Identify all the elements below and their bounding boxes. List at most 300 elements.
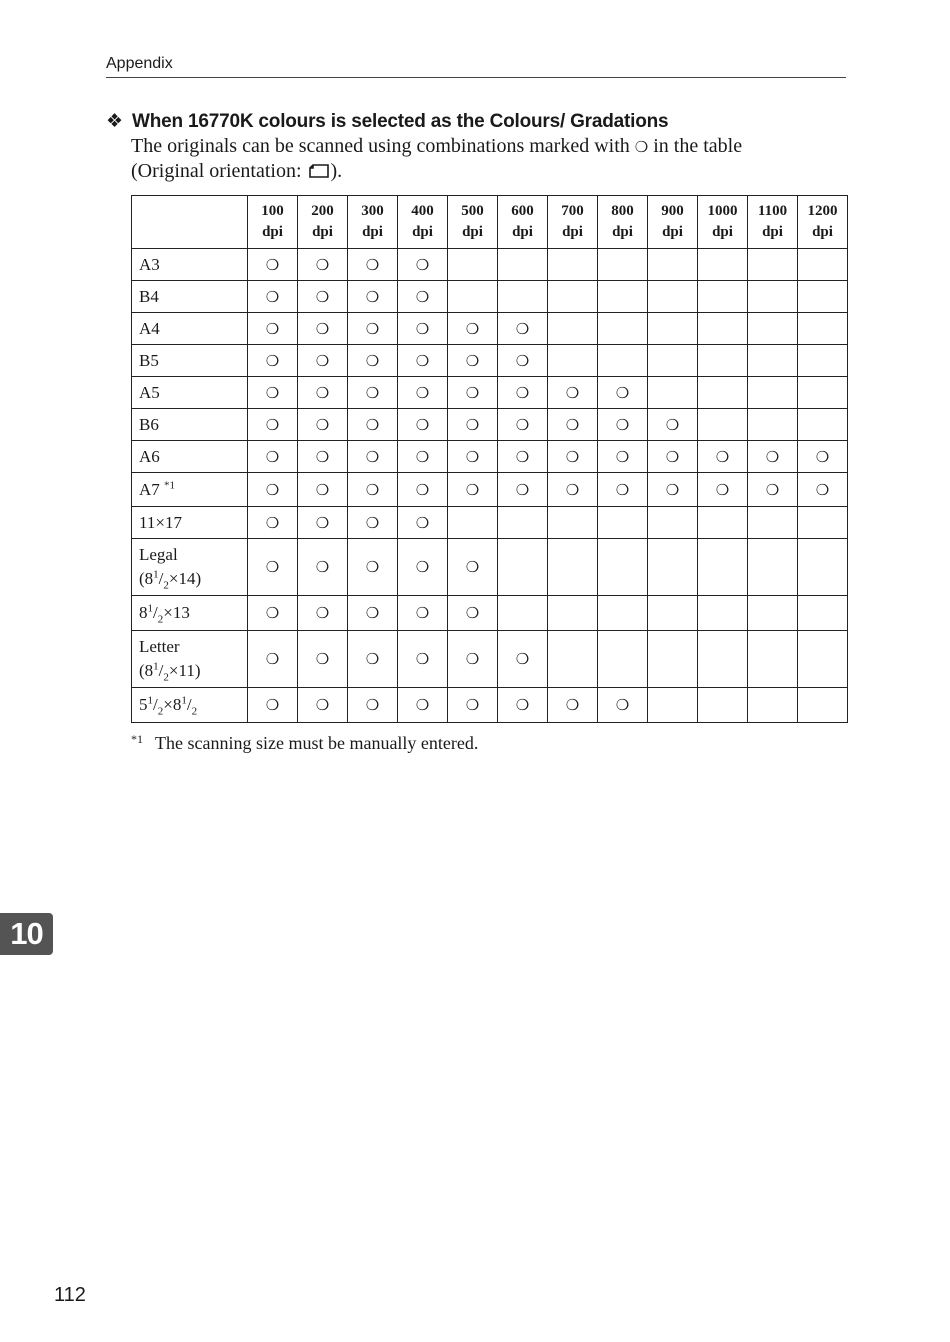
paper-size-name: B4 (139, 286, 159, 306)
available-mark-icon: ❍ (265, 696, 280, 714)
resolution-cell (298, 345, 348, 377)
paper-size-cell (132, 473, 248, 507)
dpi-unit: dpi (262, 224, 283, 240)
available-mark-icon: ❍ (415, 604, 430, 622)
available-mark-icon: ❍ (615, 696, 630, 714)
paper-size-name: A6 (139, 446, 160, 466)
dpi-column-header (548, 196, 598, 249)
resolution-cell (298, 249, 348, 281)
paper-size-name: Legal (139, 545, 178, 564)
available-mark-icon: ❍ (565, 383, 580, 402)
dpi-unit: dpi (612, 224, 633, 240)
table-row (132, 441, 848, 473)
table-row (132, 377, 848, 409)
dpi-unit: dpi (712, 224, 733, 240)
fraction-numerator: 1 (147, 602, 153, 615)
available-mark-icon: ❍ (515, 351, 530, 370)
available-mark-icon: ❍ (415, 650, 430, 668)
dpi-unit: dpi (812, 224, 833, 240)
dpi-value: 800 (611, 203, 634, 219)
resolution-cell (698, 345, 748, 377)
dpi-column-header (698, 196, 748, 249)
available-mark-icon: ❍ (265, 415, 280, 434)
resolution-cell (598, 345, 648, 377)
resolution-cell (348, 377, 398, 409)
available-mark-icon: ❍ (415, 696, 430, 714)
resolution-cell (248, 409, 298, 441)
fraction-whole: 8 (139, 603, 148, 622)
available-mark-icon: ❍ (265, 255, 280, 274)
available-mark-icon: ❍ (815, 447, 830, 466)
available-mark-icon: ❍ (615, 415, 630, 434)
landscape-document-icon (308, 163, 330, 179)
available-mark-icon: ❍ (415, 319, 430, 338)
resolution-cell (698, 688, 748, 723)
resolution-cell (648, 409, 698, 441)
resolution-cell (598, 313, 648, 345)
resolution-cell (448, 596, 498, 631)
available-mark-icon: ❍ (465, 319, 480, 338)
available-mark-icon: ❍ (415, 558, 430, 576)
resolution-cell (398, 507, 448, 539)
fraction-slash: / (186, 695, 192, 714)
resolution-cell (648, 539, 698, 596)
resolution-cell (298, 631, 348, 688)
resolution-cell (548, 249, 598, 281)
resolution-cell (698, 377, 748, 409)
resolution-cell (248, 345, 298, 377)
resolution-cell (698, 507, 748, 539)
available-mark-icon: ❍ (715, 480, 730, 499)
available-mark-icon: ❍ (265, 604, 280, 622)
paper-size-name: A5 (139, 382, 160, 402)
resolution-cell (498, 441, 548, 473)
table-row (132, 345, 848, 377)
available-mark-icon: ❍ (515, 319, 530, 338)
available-mark-icon: ❍ (665, 447, 680, 466)
fraction-denominator: 2 (163, 671, 169, 684)
resolution-cell (598, 249, 648, 281)
resolution-cell (398, 539, 448, 596)
footnote-marker: *1 (164, 478, 176, 491)
available-mark-icon: ❍ (265, 287, 280, 306)
available-mark-icon: ❍ (515, 383, 530, 402)
resolution-cell (448, 409, 498, 441)
resolution-cell (598, 441, 648, 473)
resolution-cell (648, 441, 698, 473)
resolution-cell (798, 631, 848, 688)
header-rule (106, 77, 846, 78)
resolution-cell (798, 409, 848, 441)
available-mark-icon: ❍ (365, 696, 380, 714)
resolution-cell (598, 473, 648, 507)
resolution-cell (448, 507, 498, 539)
available-mark-icon: ❍ (665, 480, 680, 499)
fraction-denominator: 2 (191, 705, 198, 718)
resolution-cell (498, 281, 548, 313)
resolution-cell (748, 539, 798, 596)
resolution-cell (298, 539, 348, 596)
resolution-cell (548, 507, 598, 539)
dpi-unit: dpi (762, 224, 783, 240)
size-column-header (132, 196, 248, 249)
fraction-numerator: 1 (181, 694, 187, 707)
available-mark-icon: ❍ (565, 480, 580, 499)
resolution-cell (698, 409, 748, 441)
available-mark-icon: ❍ (565, 415, 580, 434)
fraction-slash: / (158, 661, 164, 680)
resolution-cell (548, 313, 598, 345)
available-mark-icon: ❍ (465, 604, 480, 622)
fraction-numerator: 1 (153, 568, 159, 581)
available-mark-icon: ❍ (265, 383, 280, 402)
resolution-cell (348, 441, 398, 473)
available-mark-icon: ❍ (265, 650, 280, 668)
paper-dims-open: ( (139, 569, 145, 588)
resolution-cell (248, 249, 298, 281)
resolution-cell (648, 377, 698, 409)
resolution-cell (648, 688, 698, 723)
dpi-value: 500 (461, 203, 484, 219)
resolution-cell (348, 409, 398, 441)
paper-dims-tail: ×11) (168, 661, 201, 680)
resolution-cell (448, 377, 498, 409)
dpi-value: 200 (311, 203, 334, 219)
available-mark-icon: ❍ (315, 696, 330, 714)
intro-paragraph (131, 134, 851, 183)
available-mark-icon: ❍ (415, 513, 430, 532)
resolution-cell (748, 507, 798, 539)
paper-dims-open: ( (139, 661, 145, 680)
available-mark-icon: ❍ (415, 383, 430, 402)
dpi-column-header (598, 196, 648, 249)
dpi-value: 100 (261, 203, 284, 219)
available-mark-icon: ❍ (315, 319, 330, 338)
available-mark-icon: ❍ (315, 287, 330, 306)
resolution-cell (598, 409, 648, 441)
resolution-cell (798, 688, 848, 723)
intro-text-1: The originals can be scanned using combinations marked with (131, 135, 630, 157)
resolution-cell (598, 539, 648, 596)
footnote (131, 732, 478, 754)
paper-size-cell (132, 539, 248, 596)
resolution-cell (798, 596, 848, 631)
resolution-cell (348, 473, 398, 507)
resolution-cell (348, 345, 398, 377)
available-mark-icon: ❍ (565, 696, 580, 714)
dpi-column-header (498, 196, 548, 249)
dpi-column-header (798, 196, 848, 249)
resolution-cell (298, 596, 348, 631)
resolution-cell (298, 409, 348, 441)
fraction-denominator: 2 (157, 613, 164, 626)
dpi-value: 1100 (757, 203, 788, 219)
available-mark-icon: ❍ (365, 383, 380, 402)
resolution-cell (298, 377, 348, 409)
resolution-cell (548, 281, 598, 313)
fraction-denominator: 2 (163, 579, 169, 592)
resolution-cell (348, 539, 398, 596)
paper-size-cell (132, 688, 248, 723)
chapter-tab: 10 (0, 913, 53, 955)
resolution-cell (448, 473, 498, 507)
resolution-cell (348, 281, 398, 313)
resolution-cell (748, 345, 798, 377)
resolution-cell (598, 596, 648, 631)
paper-size-name: B5 (139, 350, 159, 370)
intro-text-3: (Original orientation: (131, 160, 302, 182)
available-mark-icon: ❍ (365, 604, 380, 622)
table-row (132, 631, 848, 688)
available-mark-icon: ❍ (315, 604, 330, 622)
resolution-cell (298, 281, 348, 313)
resolution-cell (598, 377, 648, 409)
resolution-cell (248, 539, 298, 596)
resolution-cell (448, 345, 498, 377)
dpi-unit: dpi (562, 224, 583, 240)
table-row (132, 249, 848, 281)
available-mark-icon: ❍ (415, 287, 430, 306)
resolution-cell (398, 313, 448, 345)
resolution-table (131, 195, 848, 723)
running-header: Appendix (106, 55, 173, 72)
section-heading (106, 110, 668, 133)
resolution-cell (398, 249, 448, 281)
resolution-cell (498, 539, 548, 596)
available-mark-icon: ❍ (315, 480, 330, 499)
paper-size-name: A3 (139, 254, 160, 274)
footnote-ref: *1 (131, 732, 143, 746)
available-mark-icon: ❍ (465, 558, 480, 576)
resolution-cell (798, 249, 848, 281)
resolution-cell (448, 539, 498, 596)
available-mark-icon: ❍ (515, 415, 530, 434)
dpi-value: 1200 (807, 203, 838, 219)
resolution-cell (648, 507, 698, 539)
dpi-column-header (298, 196, 348, 249)
available-mark-icon: ❍ (315, 255, 330, 274)
available-mark-icon: ❍ (315, 513, 330, 532)
available-mark-icon: ❍ (415, 447, 430, 466)
available-mark-icon: ❍ (315, 558, 330, 576)
resolution-cell (798, 281, 848, 313)
resolution-cell (498, 409, 548, 441)
paper-size-name: Letter (139, 637, 180, 656)
fraction-slash: / (153, 603, 158, 622)
diamond-bullet-icon: ❖ (106, 111, 123, 132)
paper-size-cell (132, 596, 248, 631)
available-mark-icon: ❍ (415, 255, 430, 274)
fraction-denominator: 2 (157, 705, 164, 718)
available-mark-icon: ❍ (265, 447, 280, 466)
dpi-unit: dpi (312, 224, 333, 240)
paper-size-name: 11×17 (139, 512, 182, 532)
paper-size-cell (132, 409, 248, 441)
available-mark-icon: ❍ (365, 415, 380, 434)
fraction-slash: / (158, 569, 164, 588)
resolution-cell (398, 281, 448, 313)
available-mark-icon: ❍ (715, 447, 730, 466)
available-mark-icon: ❍ (265, 480, 280, 499)
dpi-unit: dpi (412, 224, 433, 240)
table-row (132, 688, 848, 723)
resolution-cell (548, 631, 598, 688)
available-mark-icon: ❍ (615, 480, 630, 499)
resolution-cell (698, 596, 748, 631)
available-mark-icon: ❍ (365, 351, 380, 370)
available-mark-icon: ❍ (415, 415, 430, 434)
resolution-cell (798, 313, 848, 345)
resolution-cell (548, 688, 598, 723)
resolution-cell (748, 313, 798, 345)
fraction-numerator: 1 (147, 694, 153, 707)
resolution-cell (348, 596, 398, 631)
resolution-cell (298, 688, 348, 723)
available-mark-icon: ❍ (465, 383, 480, 402)
dpi-unit: dpi (462, 224, 483, 240)
available-mark-icon: ❍ (365, 319, 380, 338)
resolution-cell (748, 631, 798, 688)
table-header-row (132, 196, 848, 249)
resolution-cell (548, 345, 598, 377)
dpi-column-header (348, 196, 398, 249)
resolution-cell (598, 507, 648, 539)
available-mark-icon: ❍ (315, 650, 330, 668)
available-mark-icon: ❍ (515, 480, 530, 499)
dpi-unit: dpi (512, 224, 533, 240)
page-number: 112 (54, 1284, 86, 1306)
paper-size-cell (132, 631, 248, 688)
resolution-cell (548, 409, 598, 441)
dpi-column-header (748, 196, 798, 249)
resolution-cell (598, 631, 648, 688)
resolution-cell (398, 377, 448, 409)
available-mark-icon: ❍ (515, 696, 530, 714)
resolution-cell (648, 281, 698, 313)
available-mark-icon: ❍ (315, 415, 330, 434)
resolution-cell (348, 688, 398, 723)
table-row (132, 596, 848, 631)
available-mark-icon: ❍ (315, 447, 330, 466)
resolution-cell (798, 539, 848, 596)
resolution-cell (448, 631, 498, 688)
available-mark-icon: ❍ (515, 650, 530, 668)
resolution-cell (248, 377, 298, 409)
resolution-cell (248, 631, 298, 688)
available-mark-icon: ❍ (615, 383, 630, 402)
resolution-cell (548, 473, 598, 507)
resolution-cell (498, 249, 548, 281)
available-mark-icon: ❍ (265, 513, 280, 532)
available-mark-icon: ❍ (265, 319, 280, 338)
paper-dims-tail: ×14) (168, 569, 202, 588)
resolution-cell (498, 345, 548, 377)
resolution-cell (498, 688, 548, 723)
resolution-cell (298, 313, 348, 345)
resolution-cell (798, 507, 848, 539)
dpi-value: 300 (361, 203, 384, 219)
resolution-cell (498, 473, 548, 507)
available-mark-icon: ❍ (315, 383, 330, 402)
resolution-cell (248, 473, 298, 507)
available-mark-icon: ❍ (765, 480, 780, 499)
fraction-whole: 8 (172, 695, 182, 714)
paper-size-name: A4 (139, 318, 160, 338)
resolution-cell (748, 377, 798, 409)
resolution-cell (648, 596, 698, 631)
available-mark-icon: ❍ (615, 447, 630, 466)
resolution-cell (248, 596, 298, 631)
available-mark-icon: ❍ (365, 650, 380, 668)
table-row (132, 473, 848, 507)
available-mark-icon: ❍ (515, 447, 530, 466)
available-mark-icon: ❍ (815, 480, 830, 499)
fraction-slash: / (153, 695, 158, 714)
resolution-cell (298, 507, 348, 539)
dpi-column-header (398, 196, 448, 249)
resolution-cell (548, 441, 598, 473)
resolution-cell (448, 441, 498, 473)
resolution-cell (498, 631, 548, 688)
paper-size-cell (132, 507, 248, 539)
resolution-cell (348, 631, 398, 688)
resolution-cell (548, 377, 598, 409)
dpi-unit: dpi (662, 224, 683, 240)
table-row (132, 409, 848, 441)
resolution-cell (498, 596, 548, 631)
dpi-column-header (448, 196, 498, 249)
available-mark-icon: ❍ (465, 480, 480, 499)
resolution-cell (248, 313, 298, 345)
resolution-cell (798, 441, 848, 473)
section-heading-text: When 16770K colours is selected as the Colours/ Gradations (132, 111, 669, 132)
resolution-cell (698, 473, 748, 507)
paper-dims-tail: ×13 (163, 603, 190, 622)
available-mark-icon: ❍ (365, 287, 380, 306)
resolution-cell (398, 688, 448, 723)
available-mark-icon: ❍ (565, 447, 580, 466)
resolution-cell (248, 688, 298, 723)
resolution-cell (248, 281, 298, 313)
resolution-cell (598, 688, 648, 723)
available-mark-icon: ❍ (415, 480, 430, 499)
resolution-cell (798, 473, 848, 507)
available-mark-icon: ❍ (365, 513, 380, 532)
resolution-cell (448, 249, 498, 281)
resolution-cell (248, 507, 298, 539)
resolution-cell (448, 688, 498, 723)
dpi-column-header (648, 196, 698, 249)
resolution-cell (798, 345, 848, 377)
resolution-cell (748, 688, 798, 723)
footnote-text: The scanning size must be manually entered. (155, 733, 479, 753)
resolution-cell (698, 539, 748, 596)
resolution-cell (798, 377, 848, 409)
resolution-cell (348, 313, 398, 345)
paper-size-cell (132, 313, 248, 345)
fraction-numerator: 1 (153, 660, 159, 673)
resolution-cell (498, 377, 548, 409)
resolution-cell (748, 441, 798, 473)
paper-size-cell (132, 377, 248, 409)
available-mark-icon: ❍ (365, 447, 380, 466)
paper-dims-mid: × (163, 695, 173, 714)
resolution-cell (398, 631, 448, 688)
resolution-cell (748, 249, 798, 281)
resolution-cell (698, 281, 748, 313)
resolution-cell (398, 345, 448, 377)
resolution-cell (548, 596, 598, 631)
